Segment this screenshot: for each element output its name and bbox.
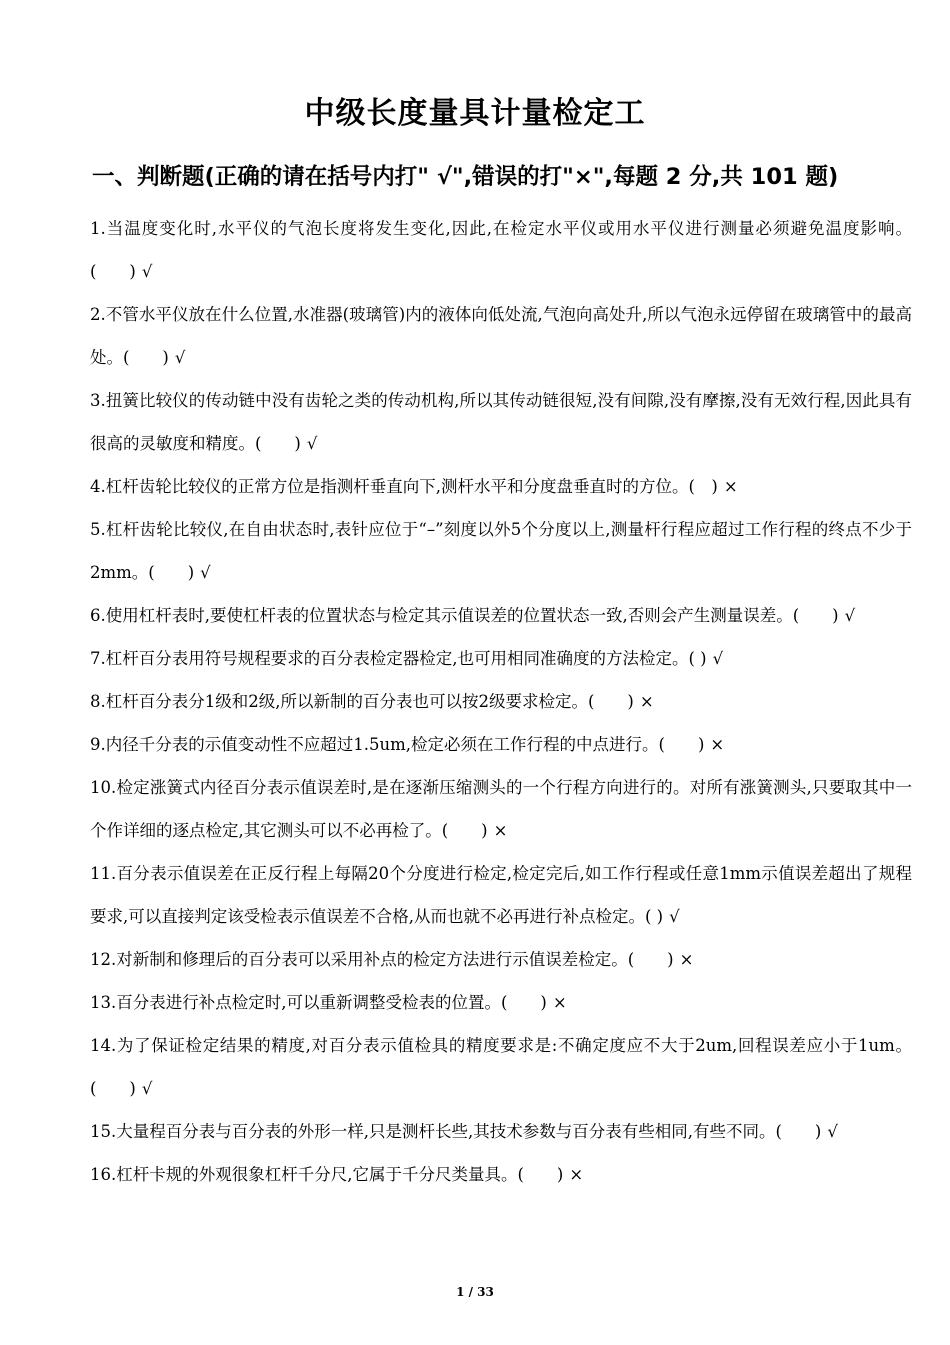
question-text: 1.当温度变化时,水平仪的气泡长度将发生变化,因此,在检定水平仪或用水平仪进行测量必须避免温度影响。( ): [90, 219, 912, 281]
answer-mark: √: [174, 348, 186, 367]
question-item: [90, 637, 912, 680]
question-item: [90, 1110, 912, 1153]
question-item: [90, 293, 912, 379]
question-text: 2.不管水平仪放在什么位置,水准器(玻璃管)内的液体向低处流,气泡向高处升,所以气泡永远停留在玻璃管中的最高处。( ): [90, 305, 912, 367]
answer-mark: √: [200, 563, 211, 582]
answer-mark: √: [669, 907, 680, 926]
question-text: 9.内径千分表的示值变动性不应超过1.5um,检定必须在工作行程的中点进行。( ): [90, 735, 705, 754]
question-text: 5.杠杆齿轮比较仪,在自由状态时,表针应位于“–”刻度以外5个分度以上,测量杆行程应超过工作行程的终点不少于2mm。( ): [90, 520, 912, 582]
question-item: [90, 723, 912, 766]
answer-mark: √: [712, 649, 724, 668]
answer-mark: ×: [710, 735, 725, 754]
question-text: 12.对新制和修理后的百分表可以采用补点的检定方法进行示值误差检定。( ): [90, 950, 674, 969]
question-text: 16.杠杆卡规的外观很象杠杆千分尺,它属于千分尺类量具。( ): [90, 1165, 564, 1184]
question-text: 6.使用杠杆表时,要使杠杆表的位置状态与检定其示值误差的位置状态一致,否则会产生测量误差。( ): [90, 606, 839, 625]
question-text: 14.为了保证检定结果的精度,对百分表示值检具的精度要求是:不确定度应不大于2um,回程误差应小于1um。( ): [90, 1036, 912, 1098]
answer-mark: ×: [639, 692, 654, 711]
document-title: 中级长度量具计量检定工: [304, 96, 646, 131]
question-text: 3.扭簧比较仪的传动链中没有齿轮之类的传动机构,所以其传动链很短,没有间隙,没有摩擦,没有无效行程,因此具有很高的灵敏度和精度。( ): [90, 391, 912, 453]
question-text: 10.检定涨簧式内径百分表示值误差时,是在逐渐压缩测头的一个行程方向进行的。对所有涨簧测头,只要取其中一个作详细的逐点检定,其它测头可以不必再检了。( ): [90, 778, 912, 840]
answer-mark: √: [844, 606, 856, 625]
question-text: 13.百分表进行补点检定时,可以重新调整受检表的位置。( ): [90, 993, 547, 1012]
question-item: [90, 508, 912, 594]
question-item: [90, 465, 912, 508]
answer-mark: √: [141, 262, 153, 281]
question-text: 4.杠杆齿轮比较仪的正常方位是指测杆垂直向下,测杆水平和分度盘垂直时的方位。( ): [90, 477, 718, 496]
section-heading: 一、判断题(正确的请在括号内打" √",错误的打"×",每题 2 分,共 101 题): [92, 164, 839, 190]
question-item: [90, 766, 912, 852]
page-number: 1 / 33: [456, 1285, 494, 1299]
answer-mark: √: [827, 1122, 838, 1141]
question-text: 15.大量程百分表与百分表的外形一样,只是测杆长些,其技术参数与百分表有些相同,有些不同。( ): [90, 1122, 822, 1141]
question-item: [90, 207, 912, 293]
answer-mark: ×: [679, 950, 694, 969]
question-item: [90, 680, 912, 723]
question-item: [90, 938, 912, 981]
question-item: [90, 1153, 912, 1196]
question-text: 8.杠杆百分表分1级和2级,所以新制的百分表也可以按2级要求检定。( ): [90, 692, 634, 711]
answer-mark: ×: [569, 1165, 584, 1184]
answer-mark: ×: [552, 993, 567, 1012]
answer-mark: ×: [723, 477, 738, 496]
answer-mark: ×: [493, 821, 508, 840]
question-text: 7.杠杆百分表用符号规程要求的百分表检定器检定,也可用相同准确度的方法检定。( ): [90, 649, 707, 668]
question-list: [90, 207, 912, 1196]
answer-mark: √: [141, 1079, 153, 1098]
question-item: [90, 981, 912, 1024]
question-item: [90, 379, 912, 465]
question-item: [90, 594, 912, 637]
question-item: [90, 1024, 912, 1110]
question-text: 11.百分表示值误差在正反行程上每隔20个分度进行检定,检定完后,如工作行程或任意1mm示值误差超出了规程要求,可以直接判定该受检表示值误差不合格,从而也就不必再进行补点检定。( ): [90, 864, 912, 926]
answer-mark: √: [306, 434, 318, 453]
question-item: [90, 852, 912, 938]
